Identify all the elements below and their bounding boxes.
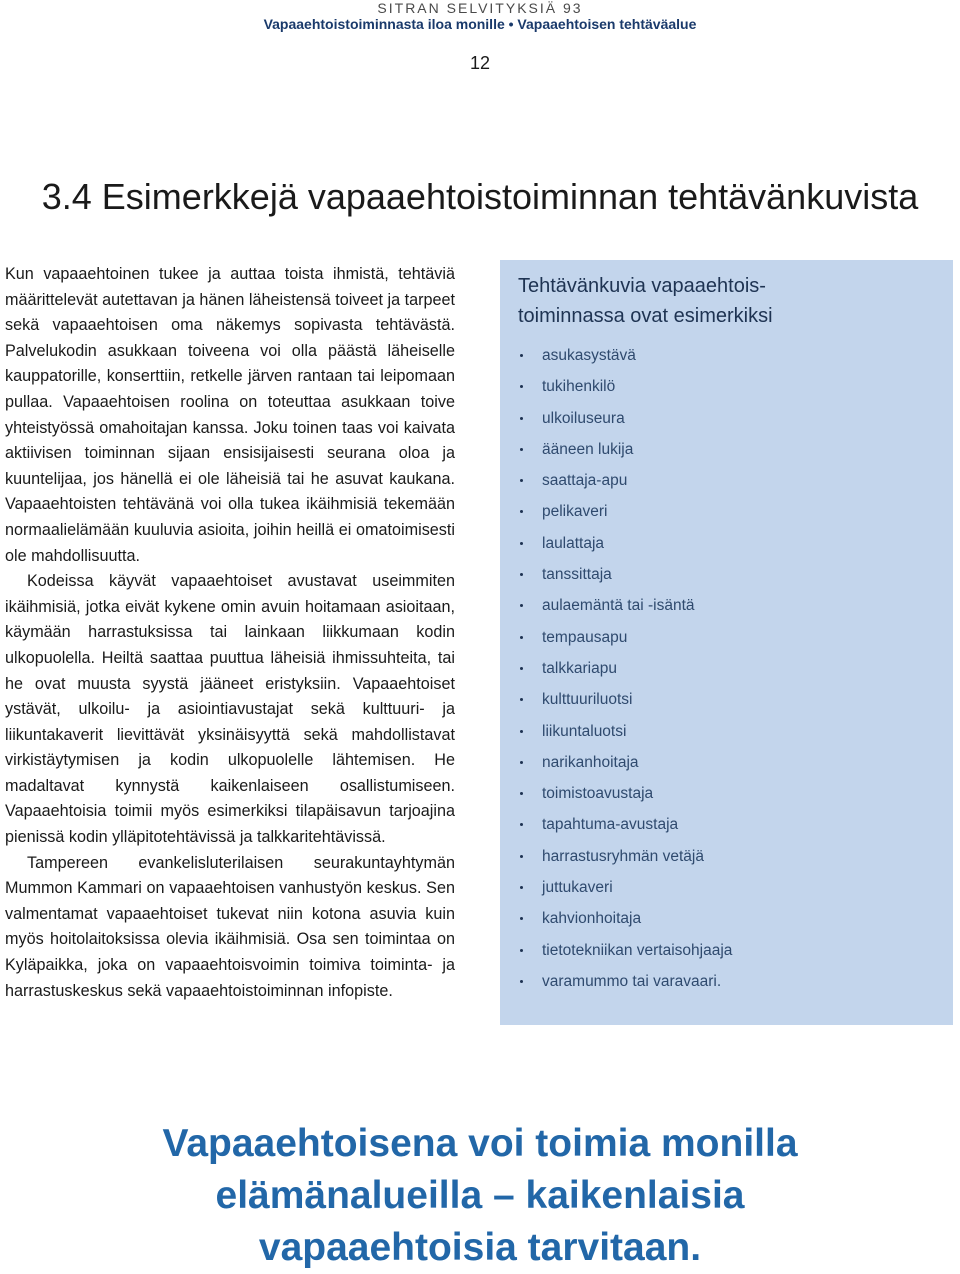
task-list-item <box>518 434 732 465</box>
bullet-icon <box>520 698 523 701</box>
running-header: Vapaaehtoistoiminnasta iloa monille • Vapaaehtoisen tehtäväalue <box>263 16 697 32</box>
task-list-item-label: liikuntaluotsi <box>542 722 627 740</box>
task-list-item <box>518 966 732 997</box>
page-number: 12 <box>469 53 491 73</box>
task-list-item-label: kahvionhoitaja <box>542 910 642 928</box>
task-list-item-label: varamummo tai varavaari. <box>542 972 722 990</box>
task-list-item-label: tapahtuma-avustaja <box>542 816 679 834</box>
task-list-item <box>518 340 732 371</box>
body-paragraph-3: Tampereen evankelisluterilaisen seurakuntayhtymän Mummon Kammari on vapaaehtoisen vanhustyön keskus. Sen valmentamat vapaaehtoiset tukevat niin kotona asuvia kuin myös hoitolaitoksissa olevia ikäihmisiä. Osa sen toimintaa on Kyläpaikka, joka on vapaaehtoisvoimin toimiva toiminta- ja harrastuskeskus sekä vapaaehtoistoiminnan infopiste. <box>5 853 455 1000</box>
series-title: SITRAN SELVITYKSIÄ 93 <box>377 0 583 16</box>
bullet-icon <box>520 510 523 513</box>
task-list-item <box>518 809 732 840</box>
bullet-icon <box>520 792 523 795</box>
sidebar-title-line-1: Tehtävänkuvia vapaaehtois- <box>518 275 766 297</box>
closing-statement <box>0 1118 960 1274</box>
bullet-icon <box>520 542 523 545</box>
closing-line-3: vapaaehtoisia tarvitaan. <box>258 1226 702 1269</box>
bullet-icon <box>520 573 523 576</box>
task-list-item-label: juttukaveri <box>542 879 613 897</box>
task-list-item <box>518 872 732 903</box>
task-list-item <box>518 559 732 590</box>
bullet-icon <box>520 886 523 889</box>
task-list-item <box>518 403 732 434</box>
task-list-item <box>518 716 732 747</box>
task-list-item <box>518 778 732 809</box>
bullet-icon <box>520 855 523 858</box>
bullet-icon <box>520 636 523 639</box>
bullet-icon <box>520 730 523 733</box>
bullet-icon <box>520 980 523 983</box>
body-text-column <box>5 262 455 1004</box>
task-list-item-label: harrastusryhmän vetäjä <box>542 847 704 865</box>
task-list-item-label: ulkoiluseura <box>542 409 625 427</box>
task-list-item-label: asukasystävä <box>542 347 636 364</box>
task-list-item-label: pelikaveri <box>542 503 608 521</box>
task-list-item <box>518 841 732 872</box>
task-list-item <box>518 371 732 402</box>
task-list-item-label: kulttuuriluotsi <box>542 691 633 709</box>
sidebar-title <box>518 271 838 331</box>
bullet-icon <box>520 604 523 607</box>
bullet-icon <box>520 385 523 388</box>
task-list-item-label: talkkariapu <box>542 659 617 677</box>
task-list-item <box>518 903 732 934</box>
task-list-item-label: tanssittaja <box>542 566 612 584</box>
bullet-icon <box>520 917 523 920</box>
bullet-icon <box>520 667 523 670</box>
task-list-item <box>518 622 732 653</box>
bullet-icon <box>520 823 523 826</box>
body-paragraph-2: Kodeissa käyvät vapaaehtoiset avustavat useimmiten ikäihmisiä, jotka eivät kykene omin avuin hoitamaan asioitaan, käymään harrastuksissa tai lainkaan liikkumaan kodin ulkopuolella. Heiltä saattaa puuttua läheisiä ihmissuhteita, tai he ovat muusta syystä jääneet eristyksiin. Vapaaehtoiset ystävät, ulkoilu- ja asiointiavustajat sekä kulttuuri- ja liikuntakaverit lievittävät yksinäisyyttä sekä mahdollistavat virkistäytymisen ja kodin ulkopuolelle lähtemisen. He madaltavat kynnystä kaikenlaiseen osallistumiseen. Vapaaehtoisia toimii myös esimerkiksi tilapäisavun tarjoajina pienissä kodin ylläpitotehtävissä ja talkkaritehtävissä. <box>5 572 455 847</box>
task-list-item-label: ääneen lukija <box>542 440 634 458</box>
closing-line-1: Vapaaehtoisena voi toimia monilla <box>162 1122 798 1165</box>
task-list-item <box>518 653 732 684</box>
bullet-icon <box>520 448 523 451</box>
bullet-icon <box>520 354 523 357</box>
task-list-item-label: tietotekniikan vertaisohjaaja <box>542 941 733 959</box>
task-list-item-label: narikanhoitaja <box>542 753 639 771</box>
task-list-item <box>518 935 732 966</box>
section-heading: 3.4 Esimerkkejä vapaaehtoistoiminnan tehtävänkuvista <box>41 176 919 217</box>
task-list-item <box>518 747 732 778</box>
task-list-item <box>518 528 732 559</box>
bullet-icon <box>520 417 523 420</box>
task-list-item <box>518 496 732 527</box>
task-list-item-label: toimistoavustaja <box>542 785 654 803</box>
task-list-item-label: laulattaja <box>542 534 605 552</box>
body-paragraph-1: Kun vapaaehtoinen tukee ja auttaa toista ihmistä, tehtäviä määrittelevät autettavan ja hänen läheistensä toiveet ja tarpeet sekä vapaaehtoisen oma näkemys sopivasta tehtävästä. Palvelukodin asukkaan toiveena voi olla päästä läheiselle kauppatorille, konserttiin, retkelle järven rantaan tai leipomaan pullaa. Vapaaehtoisen roolina on toteuttaa asukkaan toive yhteistyössä omahoitajan kanssa. Joku toinen taas voi kaivata aktiivisen toiminnan sijaan ensisijaisesti seurana oloa ja kuuntelijaa, jos hänellä ei ole läheisiä tai he asuvat kaukana. Vapaaehtoisten tehtävänä voi olla tukea ikäihmisiä tekemään normaalielämään kuuluvia asioita, joihin heillä ei omatoimisesti ole mahdollisuutta. <box>5 265 455 565</box>
task-list <box>518 340 732 997</box>
task-list-item <box>518 684 732 715</box>
task-examples-sidebar <box>500 260 953 1025</box>
task-list-item-label: aulaemäntä tai -isäntä <box>542 597 695 615</box>
task-list-item-label: tukihenkilö <box>542 378 616 396</box>
sidebar-title-line-2: toiminnassa ovat esimerkiksi <box>518 305 773 327</box>
closing-line-2: elämänalueilla – kaikenlaisia <box>215 1174 745 1217</box>
task-list-item-label: tempausapu <box>542 628 628 646</box>
task-list-item <box>518 590 732 621</box>
bullet-icon <box>520 479 523 482</box>
bullet-icon <box>520 949 523 952</box>
task-list-item <box>518 465 732 496</box>
task-list-item-label: saattaja-apu <box>542 472 628 490</box>
bullet-icon <box>520 761 523 764</box>
